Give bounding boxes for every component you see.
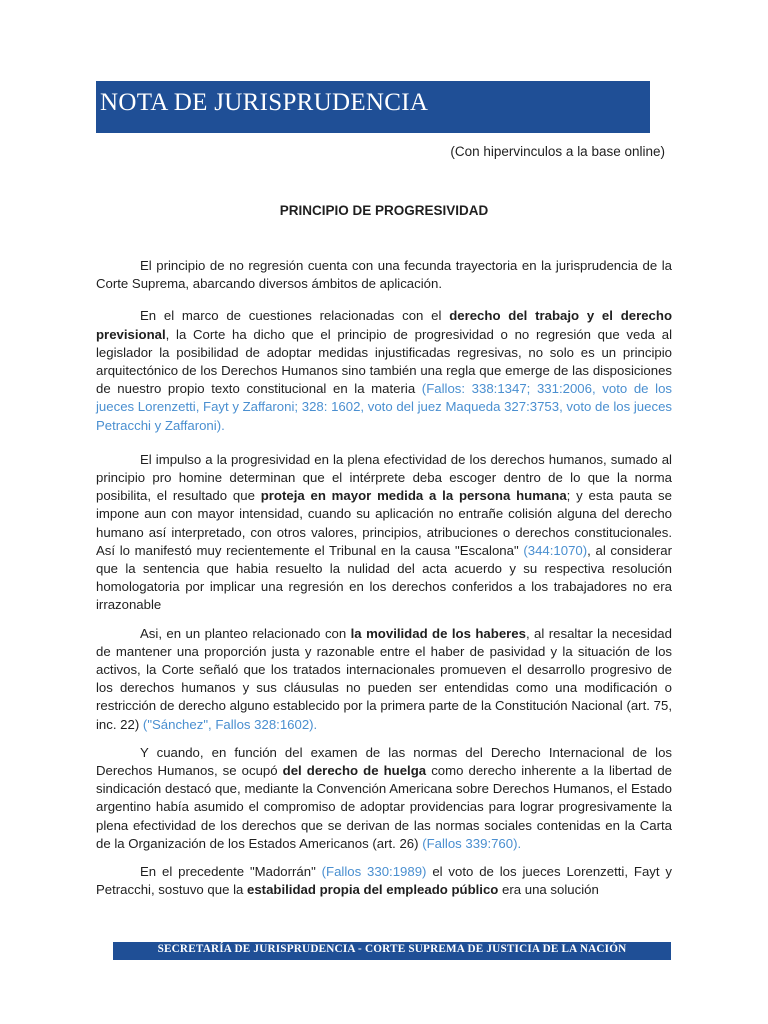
text: Y cuando, en función del examen de las normas del Derecho Internacional de los Derechos Humanos, se ocupó [96,744,672,779]
paragraph-2 [96,307,672,434]
text: En el precedente "Madorrán" [140,864,322,880]
text: era una solución [498,882,599,898]
document-body [96,257,672,910]
bold-text: la movilidad de los haberes [350,625,526,641]
subtitle: (Con hipervinculos a la base online) [450,144,665,159]
document-heading: PRINCIPIO DE PROGRESIVIDAD [279,203,489,218]
case-link[interactable]: (Fallos: 338:1347; 331:2006, voto de los jueces Lorenzetti, Fayt y Zaffaroni; 328: 1602, voto del juez Maqueda 327:3753, voto de los jueces Petracchi y Zaffaroni). [96,381,672,433]
text: , la Corte ha dicho que el principio de progresividad o no regresión que veda al legislador la posibilidad de adoptar medidas injustificadas regresivas, no solo es un principio arquitectónico de los Derechos Humanos sino también una regla que emerge de las disposiciones de nuestro propio texto constitucional en la materia [96,326,672,397]
case-link[interactable]: ("Sánchez", Fallos 328:1602). [142,716,318,732]
paragraph-6 [96,863,672,899]
case-link[interactable]: (Fallos 339:760). [422,835,522,851]
text: ; y esta pauta se impone aun con mayor intensidad, cuando su aplicación no entrañe colisión alguna del derecho humano así interpretado, con otros valores, principios, atribuciones o derechos constitucionales. Así lo manifestó muy recientemente el Tribunal en la causa "Escalona" [96,488,672,558]
paragraph-3 [96,451,672,615]
text: el voto de los jueces Lorenzetti, Fayt y Petracchi, sostuvo que la [96,864,672,898]
bold-text: proteja en mayor medida a la persona humana [260,488,567,504]
paragraph-4 [96,625,672,734]
page-title: NOTA DE JURISPRUDENCIA [100,89,429,116]
footer-text: SECRETARÍA DE JURISPRUDENCIA - CORTE SUPREMA DE JUSTICIA DE LA NACIÓN [157,943,627,955]
bold-text: del derecho de huelga [282,763,427,779]
text: En el marco de cuestiones relacionadas con el [140,308,450,324]
paragraph-1: El principio de no regresión cuenta con una fecunda trayectoria en la jurisprudencia de la Corte Suprema, abarcando diversos ámbitos de aplicación. [96,258,672,292]
case-link[interactable]: (Fallos 330:1989) [321,864,427,880]
case-link[interactable]: (344:1070) [523,542,588,558]
text: como derecho inherente a la libertad de sindicación destacó que, mediante la Convención Americana sobre Derechos Humanos, el Estado argentino había asumido el compromiso de adoptar providencias para lograr progresivamente la plena efectividad de los derechos que se derivan de las normas sociales contenidas en la Carta de la Organización de los Estados Americanos (art. 26) [96,763,672,851]
bold-text: estabilidad propia del empleado público [247,882,499,898]
text: El impulso a la progresividad en la plena efectividad de los derechos humanos, sumado al principio pro homine determinan que el intérprete deba escoger dentro de lo que la norma posibilita, el resultado que [96,451,672,504]
text: , al resaltar la necesidad de mantener una proporción justa y razonable entre el haber de pasividad y la situación de los activos, la Corte señaló que los tratados internacionales promueven el desarrollo progresivo de los derechos humanos y sus cláusulas no pueden ser entendidas como una modificación o restricción de derecho alguno establecido por la primera parte de la Constitución Nacional (art. 75, inc. 22) [96,625,672,732]
text: Asi, en un planteo relacionado con [140,625,351,641]
bold-text: derecho del trabajo y el derecho previsional [96,308,672,342]
text: , al considerar que la sentencia que habia resuelto la nulidad del acta acuerdo y su respectiva resolución homologatoria por implicar una regresión en los derechos conferidos a los trabajadores no era irrazonable [96,542,672,613]
paragraph-5 [96,744,672,853]
